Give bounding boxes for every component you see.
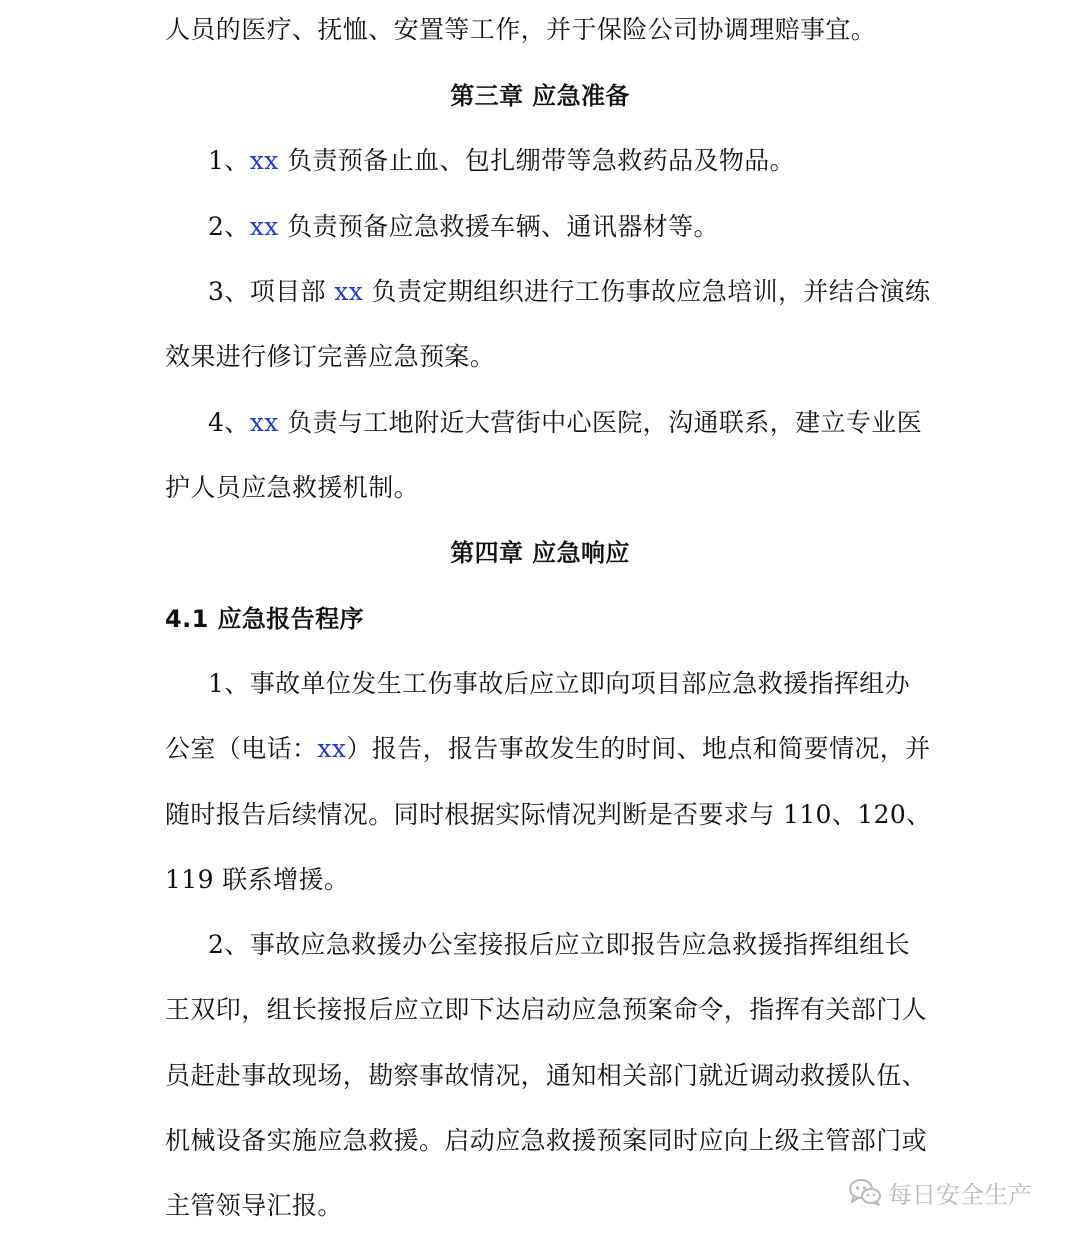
- paragraph-line: 3、项目部 xx 负责定期组织进行工伤事故应急培训，并结合演练: [208, 277, 931, 306]
- section-4-1-heading: 4.1 应急报告程序: [165, 605, 364, 633]
- placeholder-xx: xx: [334, 277, 364, 306]
- paragraph-line: 1、事故单位发生工伤事故后应立即向项目部应急救援指挥组办: [208, 669, 911, 698]
- paragraph-line: 人员的医疗、抚恤、安置等工作，并于保险公司协调理赔事宜。: [165, 15, 877, 44]
- paragraph-line: 2、事故应急救援办公室接报后应立即报告应急救援指挥组组长: [208, 930, 911, 959]
- paragraph-line: 员赶赴事故现场，勘察事故情况，通知相关部门就近调动救援队伍、: [165, 1061, 928, 1090]
- placeholder-xx: xx: [249, 212, 279, 241]
- placeholder-xx: xx: [249, 408, 279, 437]
- chapter-4-heading: 第四章 应急响应: [450, 539, 630, 567]
- wechat-icon: [848, 1177, 882, 1207]
- watermark-text: 每日安全生产: [888, 1180, 1032, 1209]
- paragraph-line: 2、xx 负责预备应急救援车辆、通讯器材等。: [208, 212, 719, 241]
- chapter-3-heading: 第三章 应急准备: [450, 82, 630, 110]
- placeholder-xx: xx: [249, 146, 279, 175]
- paragraph-line: 公室（电话：xx）报告，报告事故发生的时间、地点和简要情况，并: [165, 734, 931, 763]
- paragraph-line: 王双印，组长接报后应立即下达启动应急预案命令，指挥有关部门人: [165, 995, 928, 1024]
- placeholder-xx: xx: [317, 734, 347, 763]
- watermark: [848, 1174, 1032, 1210]
- paragraph-line: 随时报告后续情况。同时根据实际情况判断是否要求与 110、120、: [165, 800, 932, 829]
- paragraph-line: 效果进行修订完善应急预案。: [165, 342, 496, 371]
- paragraph-line: 机械设备实施应急救援。启动应急救援预案同时应向上级主管部门或: [165, 1126, 928, 1155]
- paragraph-line: 主管领导汇报。: [165, 1191, 343, 1220]
- paragraph-line: 护人员应急救援机制。: [165, 473, 420, 502]
- paragraph-line: 119 联系增援。: [165, 865, 350, 894]
- paragraph-line: 1、xx 负责预备止血、包扎绷带等急救药品及物品。: [208, 146, 796, 175]
- paragraph-line: 4、xx 负责与工地附近大营街中心医院，沟通联系，建立专业医: [208, 408, 923, 437]
